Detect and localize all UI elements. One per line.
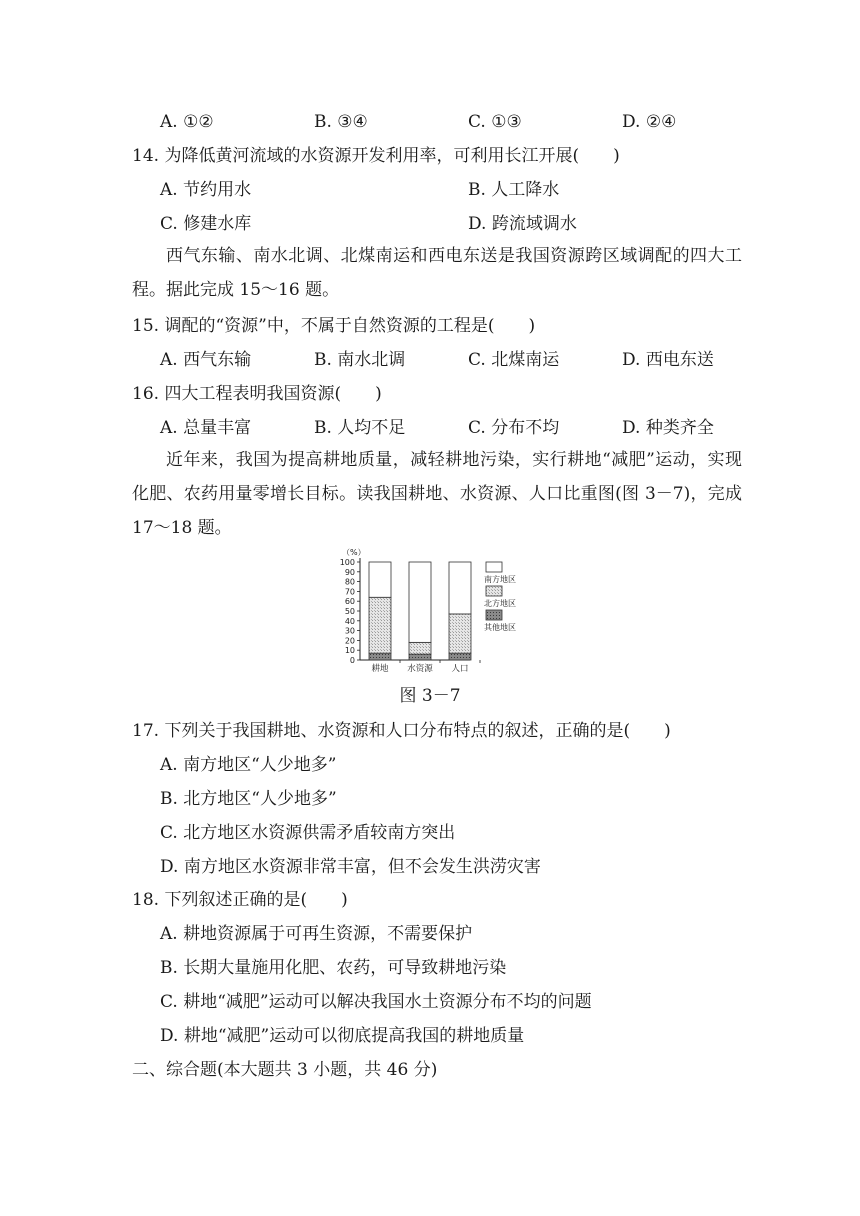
x-tick-label: 耕地 xyxy=(371,664,389,674)
bar-segment-耕地-其他地区 xyxy=(369,653,391,660)
q15-stem: 15. 调配的“资源”中，不属于自然资源的工程是( ) xyxy=(132,316,536,336)
q16-stem: 16. 四大工程表明我国资源( ) xyxy=(132,384,382,404)
q14-stem: 14. 为降低黄河流域的水资源开发利用率，可利用长江开展( ) xyxy=(132,146,620,166)
q17-option-a: A. 南方地区“人少地多” xyxy=(160,755,337,775)
q17-option-b: B. 北方地区“人少地多” xyxy=(160,789,337,809)
chart-bars xyxy=(369,562,471,660)
y-tick-label: 20 xyxy=(344,636,355,646)
bar-segment-耕地-南方地区 xyxy=(369,562,391,597)
bar-segment-人口-其他地区 xyxy=(449,653,471,660)
y-tick-label: 0 xyxy=(349,656,355,665)
legend-swatch xyxy=(486,586,502,596)
q17-option-d: D. 南方地区水资源非常丰富，但不会发生洪涝灾害 xyxy=(160,857,541,877)
q14-option-c: C. 修建水库 xyxy=(160,214,252,234)
q16-option-d: D. 种类齐全 xyxy=(622,418,714,438)
y-tick-label: 60 xyxy=(344,597,355,607)
legend-swatch xyxy=(486,562,502,572)
bar-segment-人口-北方地区 xyxy=(449,614,471,653)
y-unit-label: （%） xyxy=(342,548,366,557)
legend-label: 其他地区 xyxy=(484,623,516,632)
q18-option-c: C. 耕地“减肥”运动可以解决我国水土资源分布不均的问题 xyxy=(160,992,592,1012)
y-tick-label: 70 xyxy=(344,587,355,597)
q18-option-b: B. 长期大量施用化肥、农药，可导致耕地污染 xyxy=(160,958,507,978)
q15-option-b: B. 南水北调 xyxy=(314,350,406,370)
y-tick-label: 50 xyxy=(344,607,355,616)
q14-option-a: A. 节约用水 xyxy=(160,180,252,200)
bar-segment-水资源-北方地区 xyxy=(409,642,431,654)
q15-option-c: C. 北煤南运 xyxy=(468,350,560,370)
q14-option-d: D. 跨流域调水 xyxy=(468,214,577,234)
q16-option-c: C. 分布不均 xyxy=(468,418,560,438)
q18-stem: 18. 下列叙述正确的是( ) xyxy=(132,890,348,910)
q17-stem: 17. 下列关于我国耕地、水资源和人口分布特点的叙述，正确的是( ) xyxy=(132,721,671,741)
legend-swatch xyxy=(486,610,502,620)
q18-option-d: D. 耕地“减肥”运动可以彻底提高我国的耕地质量 xyxy=(160,1026,525,1046)
q18-option-a: A. 耕地资源属于可再生资源，不需要保护 xyxy=(160,924,473,944)
q14-option-b: B. 人工降水 xyxy=(468,180,560,200)
y-tick-label: 30 xyxy=(344,626,355,636)
q13-option-c: C. ①③ xyxy=(468,112,522,132)
q13-option-b: B. ③④ xyxy=(314,112,368,132)
y-tick-label: 10 xyxy=(344,646,355,656)
chart-legend xyxy=(484,562,516,632)
q15-option-a: A. 西气东输 xyxy=(160,350,252,370)
bar-segment-人口-南方地区 xyxy=(449,562,471,614)
q13-option-a: A. ①② xyxy=(160,112,214,132)
section-2-title: 二、综合题(本大题共 3 小题，共 46 分) xyxy=(132,1060,438,1080)
y-tick-label: 90 xyxy=(344,567,355,577)
y-tick-label: 80 xyxy=(344,577,355,587)
legend-label: 北方地区 xyxy=(484,599,516,608)
y-tick-label: 100 xyxy=(339,558,355,567)
bar-segment-水资源-南方地区 xyxy=(409,562,431,642)
x-tick-label: 水资源 xyxy=(407,664,433,674)
q16-option-b: B. 人均不足 xyxy=(314,418,406,438)
y-tick-label: 40 xyxy=(344,616,355,626)
q15-option-d: D. 西电东送 xyxy=(622,350,714,370)
q17-option-c: C. 北方地区水资源供需矛盾较南方突出 xyxy=(160,823,456,843)
bar-segment-耕地-北方地区 xyxy=(369,597,391,653)
q16-option-a: A. 总量丰富 xyxy=(160,418,252,438)
figure-caption: 图 3－7 xyxy=(399,686,461,706)
x-tick-label: 人口 xyxy=(451,664,469,674)
q13-option-d: D. ②④ xyxy=(622,112,677,132)
bar-segment-水资源-其他地区 xyxy=(409,654,431,660)
passage-17-18: 近年来，我国为提高耕地质量，减轻耕地污染，实行耕地“减肥”运动，实现化肥、农药用量零增长目标。读我国耕地、水资源、人口比重图(图 3－7)，完成 17～18 题。 xyxy=(132,450,742,538)
legend-label: 南方地区 xyxy=(484,575,516,584)
figure-3-7-chart xyxy=(330,542,540,678)
passage-15-16: 西气东输、南水北调、北煤南运和西电东送是我国资源跨区域调配的四大工程。据此完成 15～16 题。 xyxy=(132,246,742,300)
